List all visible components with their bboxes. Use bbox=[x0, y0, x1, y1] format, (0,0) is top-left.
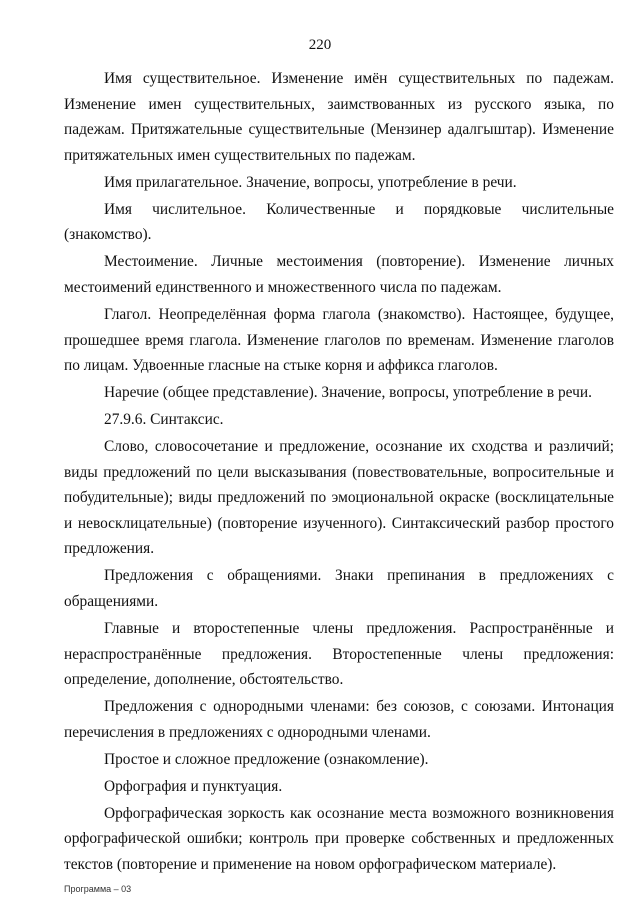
paragraph-sentence-types: Слово, словосочетание и предложение, осознание их сходства и различий; виды предложений по цели высказывания (повествовательные, вопросительные и побудительные); виды предложений по эмоциональной окраске (восклицательные и невосклицательные) (повторение изученного). Синтаксический разбор простого предложения. bbox=[64, 438, 614, 558]
section-heading-syntax: 27.9.6. Синтаксис. bbox=[104, 411, 224, 429]
page-number: 220 bbox=[308, 37, 332, 53]
paragraph-sentence-members: Главные и второстепенные члены предложения. Распространённые и нераспространённые предложения. Второстепенные члены предложения: определение, дополнение, обстоятельство. bbox=[64, 619, 614, 689]
paragraph-orthographic-vigilance: Орфографическая зоркость как осознание места возможного возникновения орфографической ошибки; контроль при проверке собственных и предложенных текстов (повторение и применение на новом орфографическом материале). bbox=[64, 804, 614, 873]
paragraph-adjective: Имя прилагательное. Значение, вопросы, употребление в речи. bbox=[104, 173, 517, 191]
paragraph-homogeneous-members: Предложения с однородными членами: без союзов, с союзами. Интонация перечисления в предложениях с однородными членами. bbox=[64, 698, 614, 741]
paragraph-verb: Глагол. Неопределённая форма глагола (знакомство). Настоящее, будущее, прошедшее время глагола. Изменение глаголов по временам. Изменение глаголов по лицам. Удвоенные гласные на стыке корня и аффикса глаголов. bbox=[64, 305, 614, 375]
paragraph-noun: Имя существительное. Изменение имён существительных по падежам. Изменение имен существительных, заимствованных из русского языка, по падежам. Притяжательные существительные (Мензинер адалгыштар). Изменение притяжательных имен существительных по падежам. bbox=[64, 70, 614, 164]
paragraph-numeral: Имя числительное. Количественные и порядковые числительные (знакомство). bbox=[64, 200, 614, 244]
document-body bbox=[64, 66, 614, 877]
paragraph-adverb: Наречие (общее представление). Значение, вопросы, употребление в речи. bbox=[104, 384, 592, 402]
paragraph-address-forms: Предложения с обращениями. Знаки препинания в предложениях с обращениями. bbox=[64, 567, 614, 610]
paragraph-orthography-heading: Орфография и пунктуация. bbox=[104, 777, 283, 795]
paragraph-simple-complex: Простое и сложное предложение (ознакомление). bbox=[104, 750, 429, 768]
page-footer: Программа – 03 bbox=[64, 884, 132, 894]
paragraph-pronoun: Местоимение. Личные местоимения (повторение). Изменение личных местоимений единственного и множественного числа по падежам. bbox=[64, 253, 614, 296]
